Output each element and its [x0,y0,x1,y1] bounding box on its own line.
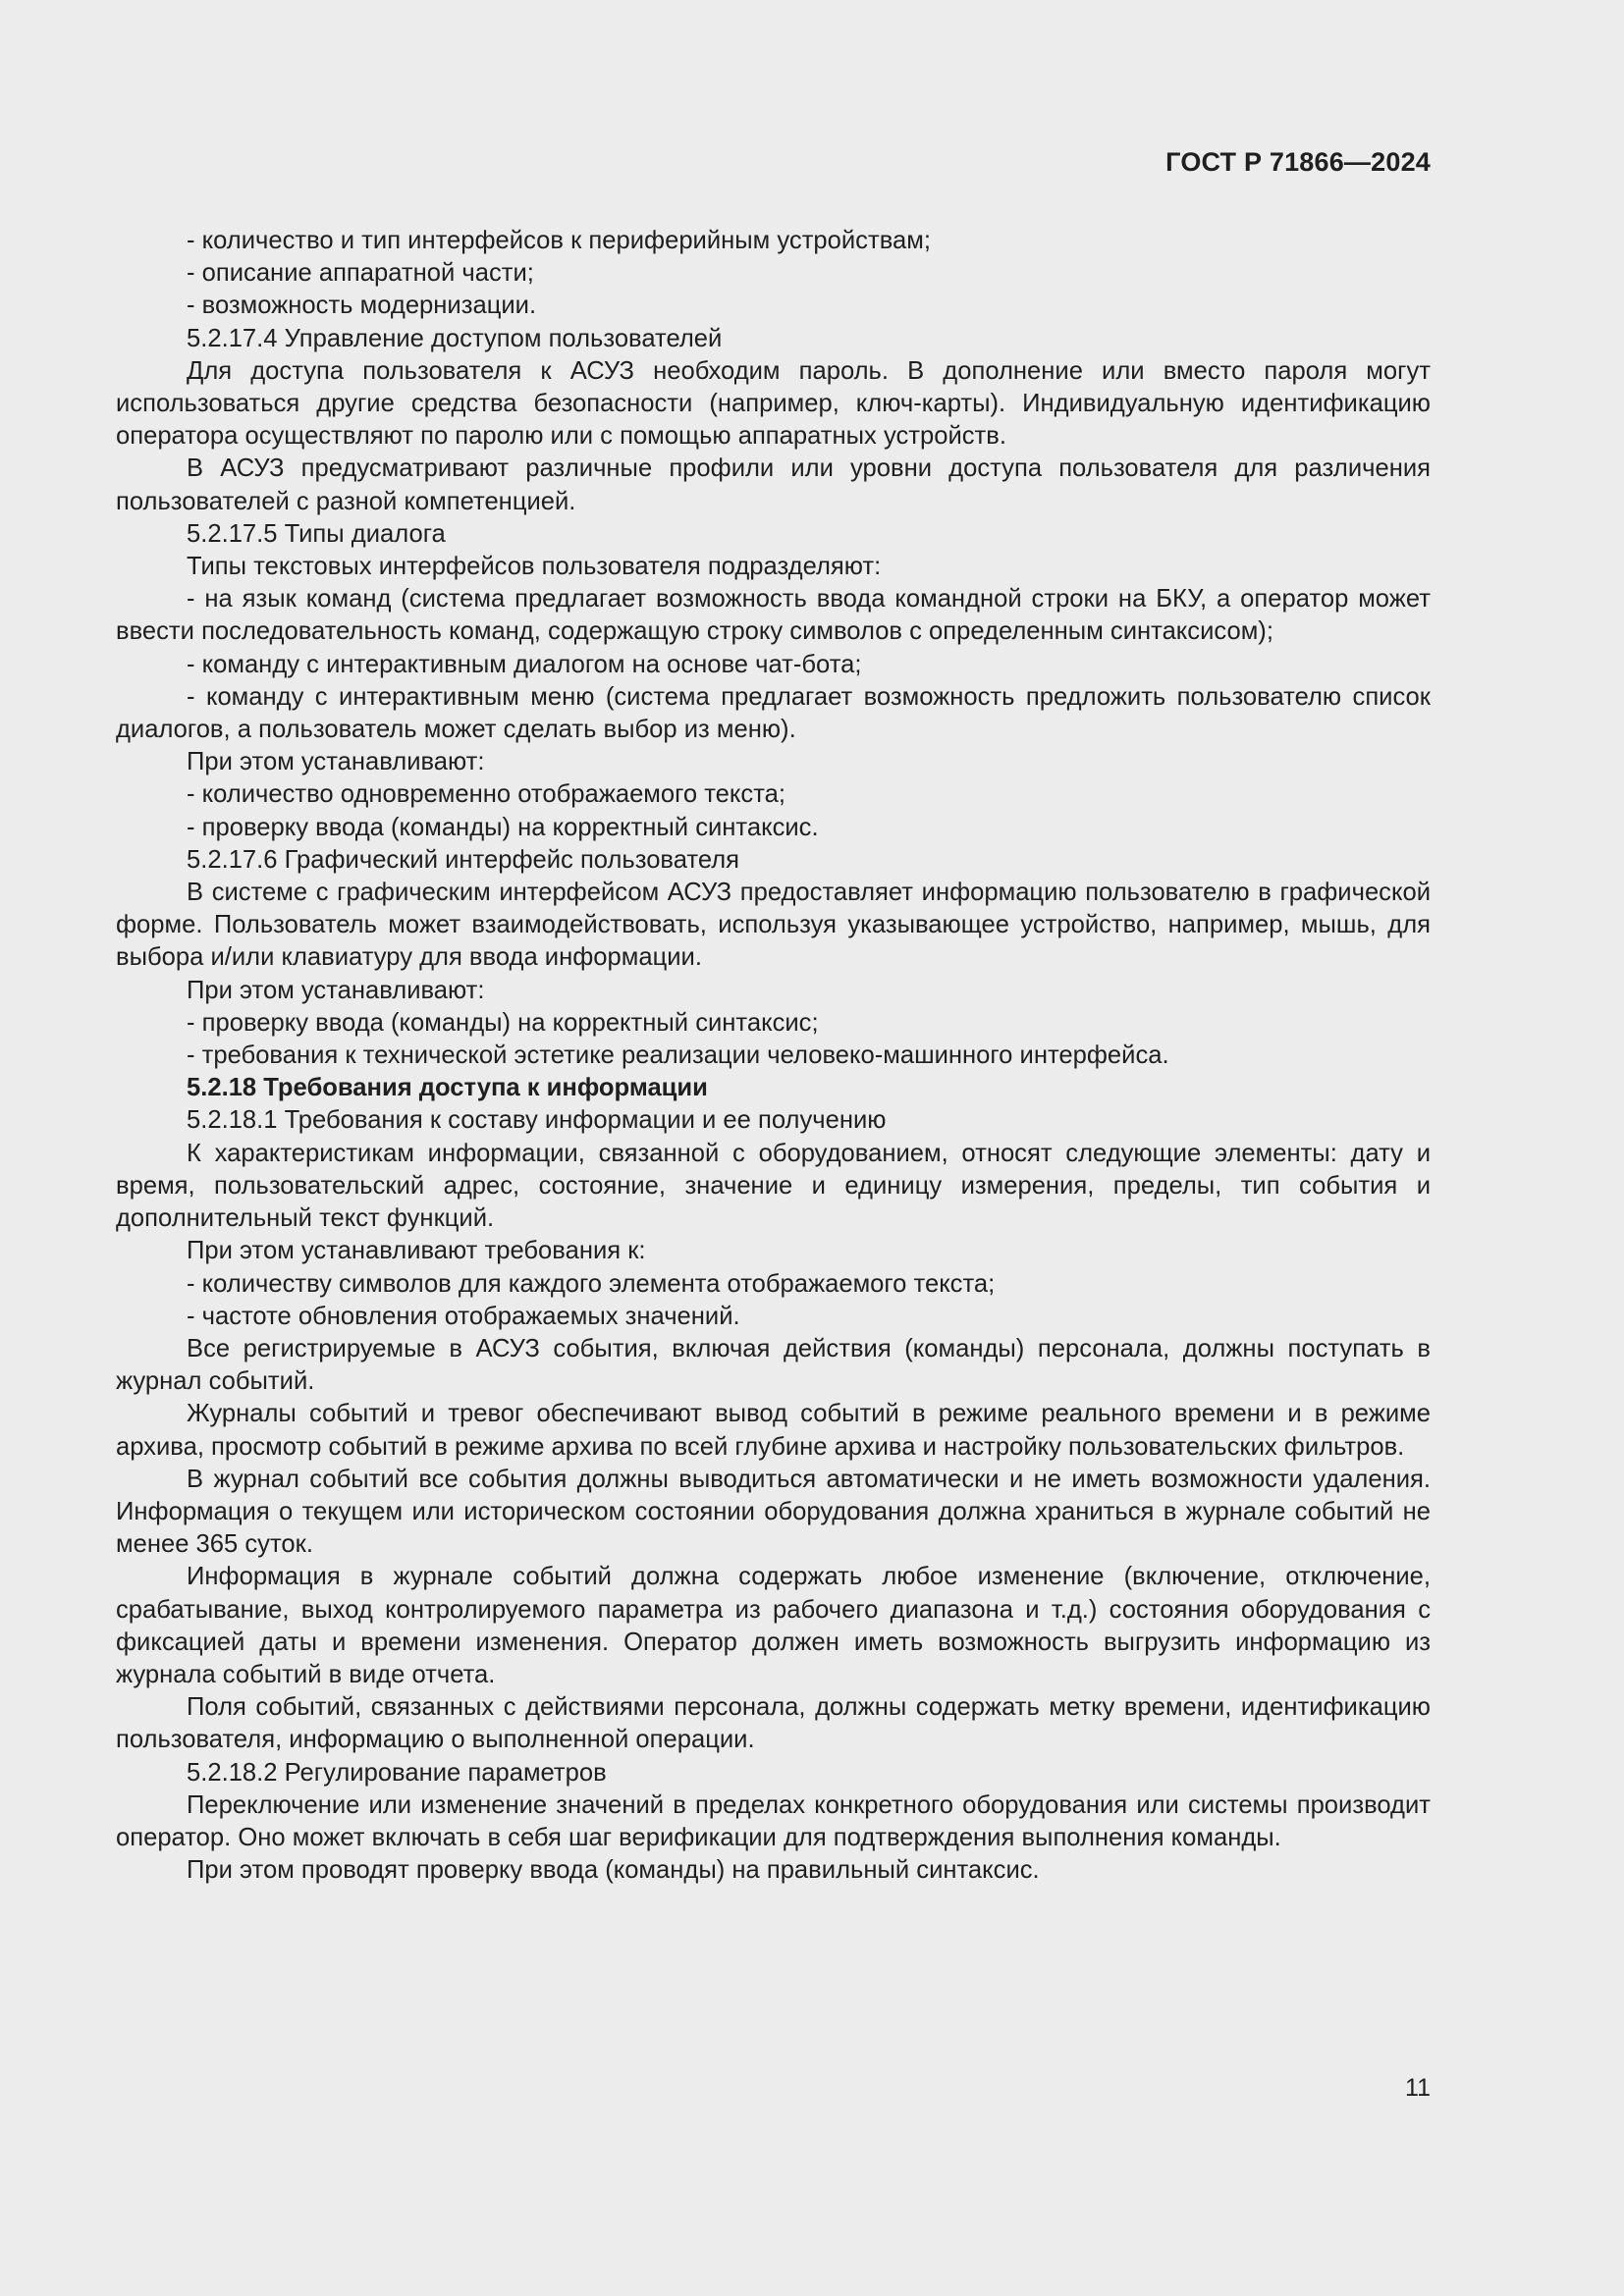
paragraph: В журнал событий все события должны выводиться автоматически и не иметь возможности удаления. Информация о текущем или историческом состоянии оборудования должна храниться в журнале событий не менее 365 суток. [116,1465,1431,1559]
paragraph: Журналы событий и тревог обеспечивают вывод событий в режиме реального времени и в режиме архива, просмотр событий в режиме архива по всей глубине архива и настройку пользовательских фильтров. [116,1400,1431,1461]
list-item: - проверку ввода (команды) на корректный синтаксис; [187,1008,819,1037]
paragraph: При этом устанавливают требования к: [187,1237,646,1265]
list-item: - требования к технической эстетике реализации человеко-машинного интерфейса. [187,1041,1169,1070]
paragraph: Типы текстовых интерфейсов пользователя подразделяют: [187,553,882,581]
paragraph: В АСУЗ предусматривают различные профили или уровни доступа пользователя для различения пользователей с разной компетенцией. [116,454,1431,515]
paragraph: При этом устанавливают: [187,748,485,776]
section-heading-bold: 5.2.18 Требования доступа к информации [187,1074,708,1102]
paragraph: Все регистрируемые в АСУЗ события, включая действия (команды) персонала, должны поступать в журнал событий. [116,1334,1431,1396]
list-item: - команду с интерактивным диалогом на основе чат-бота; [187,650,862,678]
section-heading: 5.2.17.5 Типы диалога [187,519,446,548]
page-number: 11 [1405,2074,1431,2102]
paragraph: В системе с графическим интерфейсом АСУЗ предоставляет информацию пользователю в графической форме. Пользователь может взаимодействовать, используя указывающее устройство, например, мышь, для выбора и/или клавиатуру для ввода информации. [116,879,1431,972]
list-item: - проверку ввода (команды) на корректный синтаксис. [187,813,819,841]
paragraph: При этом устанавливают: [187,976,485,1004]
list-item: - команду с интерактивным меню (система предлагает возможность предложить пользователю список диалогов, а пользователь может сделать выбор из меню). [116,682,1431,744]
paragraph: Информация в журнале событий должна содержать любое изменение (включение, отключение, срабатывание, выход контролируемого параметра из рабочего диапазона и т.д.) состояния оборудования с фиксацией даты и времени изменения. Оператор должен иметь возможность выгрузить информацию из журнала событий в виде отчета. [116,1563,1431,1688]
section-heading: 5.2.18.1 Требования к составу информации и ее получению [187,1106,887,1135]
list-item: - количество и тип интерфейсов к периферийным устройствам; [187,227,931,254]
list-item: - количеству символов для каждого элемента отображаемого текста; [187,1269,996,1298]
list-item: - частоте обновления отображаемых значений. [187,1302,740,1330]
paragraph: Поля событий, связанных с действиями персонала, должны содержать метку времени, идентификацию пользователя, информацию о выполненной операции. [116,1693,1431,1754]
section-heading: 5.2.18.2 Регулирование параметров [187,1758,607,1787]
list-item: - возможность модернизации. [187,292,537,320]
list-item: - описание аппаратной части; [187,259,534,288]
list-item: - количество одновременно отображаемого текста; [187,780,785,809]
section-heading: 5.2.17.6 Графический интерфейс пользователя [187,845,740,874]
paragraph: Для доступа пользователя к АСУЗ необходим пароль. В дополнение или вместо пароля могут использоваться другие средства безопасности (например, ключ-карты). Индивидуальную идентификацию оператора осуществляют по паролю или с помощью аппаратных устройств. [116,356,1431,451]
document-body [116,225,1431,1887]
section-heading: 5.2.17.4 Управление доступом пользователей [187,324,723,352]
paragraph: При этом проводят проверку ввода (команды) на правильный синтаксис. [187,1856,1040,1885]
paragraph: Переключение или изменение значений в пределах конкретного оборудования или системы производит оператор. Оно может включать в себя шаг верификации для подтверждения выполнения команды. [116,1790,1431,1851]
document-header: ГОСТ Р 71866—2024 [1165,147,1431,177]
list-item: - на язык команд (система предлагает возможность ввода командной строки на БКУ, а оператор может ввести последовательность команд, содержащую строку символов с определенным синтаксисом); [116,585,1431,646]
paragraph: К характеристикам информации, связанной с оборудованием, относят следующие элементы: дату и время, пользовательский адрес, состояние, значение и единицу измерения, пределы, тип события и дополнительный текст функций. [116,1139,1431,1233]
